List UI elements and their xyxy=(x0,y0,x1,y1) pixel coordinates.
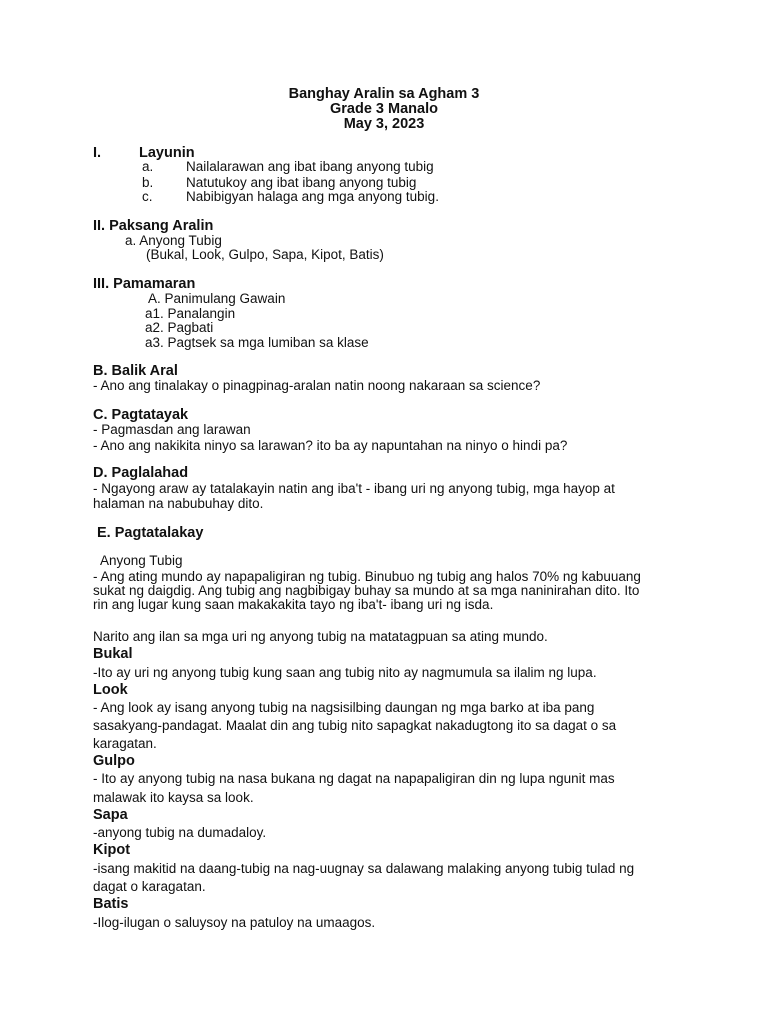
body-text: -Ito ay uri ng anyong tubig kung saan ang tubig nito ay nagmumula sa ilalim ng lupa. xyxy=(93,665,597,680)
subheading: Anyong Tubig xyxy=(100,553,183,568)
term-heading-look: Look xyxy=(93,682,128,698)
list-item-sub: (Bukal, Look, Gulpo, Sapa, Kipot, Batis) xyxy=(146,247,384,262)
document-title: Banghay Aralin sa Agham 3 xyxy=(288,86,480,102)
list-item: Nabibigyan halaga ang mga anyong tubig. xyxy=(186,189,439,204)
section-heading-pamamaran: III. Pamamaran xyxy=(93,276,196,292)
list-marker: c. xyxy=(142,189,153,204)
body-text: -isang makitid na daang-tubig na nag-uugnay sa dalawang malaking anyong tubig tulad ng xyxy=(93,861,635,876)
document-grade: Grade 3 Manalo xyxy=(330,101,438,117)
section-heading-pagtatalakay: E. Pagtatalakay xyxy=(97,525,204,541)
body-text: malawak ito kaysa sa look. xyxy=(93,790,254,805)
document-date: May 3, 2023 xyxy=(343,116,425,132)
term-heading-batis: Batis xyxy=(93,896,129,912)
list-item: Natutukoy ang ibat ibang anyong tubig xyxy=(186,175,417,190)
section-heading-layunin: Layunin xyxy=(139,145,195,161)
term-heading-sapa: Sapa xyxy=(93,807,128,823)
body-text: - Ano ang tinalakay o pinagpinag-aralan natin noong nakaraan sa science? xyxy=(93,378,541,393)
body-text: - Ang look ay isang anyong tubig na nagsisilbing daungan ng mga barko at iba pang xyxy=(93,700,595,715)
list-marker: b. xyxy=(142,175,154,190)
body-text: -anyong tubig na dumadaloy. xyxy=(93,825,267,840)
section-heading-balik-aral: B. Balik Aral xyxy=(93,363,178,379)
body-text: sasakyang-pandagat. Maalat din ang tubig nito sapagkat nakadugtong ito sa dagat o sa xyxy=(93,718,617,733)
section-heading-pagtatayak: C. Pagtatayak xyxy=(93,407,189,423)
body-text: sukat ng daigdig. Ang tubig ang nagbibigay buhay sa mundo at sa mga naninirahan dito. Ito xyxy=(93,583,640,598)
body-text: dagat o karagatan. xyxy=(93,879,206,894)
body-text: - Ang ating mundo ay napapaligiran ng tubig. Binubuo ng tubig ang halos 70% ng kabuuang xyxy=(93,569,641,584)
term-heading-gulpo: Gulpo xyxy=(93,753,135,769)
body-text: - Ito ay anyong tubig na nasa bukana ng dagat na napapaligiran din ng lupa ngunit mas xyxy=(93,771,615,786)
body-text: - Ngayong araw ay tatalakayin natin ang iba't - ibang uri ng anyong tubig, mga hayop at xyxy=(93,481,615,496)
body-text: - Ano ang nakikita ninyo sa larawan? ito ba ay napuntahan na ninyo o hindi pa? xyxy=(93,438,568,453)
section-heading-paglalahad: D. Paglalahad xyxy=(93,465,189,481)
list-item: a2. Pagbati xyxy=(145,320,214,335)
list-item: Nailalarawan ang ibat ibang anyong tubig xyxy=(186,159,434,174)
list-marker: a. xyxy=(142,159,154,174)
body-text: halaman na nabubuhay dito. xyxy=(93,496,264,511)
term-heading-bukal: Bukal xyxy=(93,646,133,662)
section-numeral-i: I. xyxy=(93,145,102,161)
list-item: a1. Panalangin xyxy=(145,306,236,321)
body-text: - Pagmasdan ang larawan xyxy=(93,422,251,437)
body-text: Narito ang ilan sa mga uri ng anyong tubig na matatagpuan sa ating mundo. xyxy=(93,629,548,644)
term-heading-kipot: Kipot xyxy=(93,842,131,858)
body-text: karagatan. xyxy=(93,736,157,751)
body-text: rin ang lugar kung saan makakakita tayo ng iba't- ibang uri ng isda. xyxy=(93,597,494,612)
section-heading-paksang-aralin: II. Paksang Aralin xyxy=(93,218,214,234)
list-item: A. Panimulang Gawain xyxy=(148,291,286,306)
list-item: a. Anyong Tubig xyxy=(125,233,222,248)
body-text: -Ilog-ilugan o saluysoy na patuloy na umaagos. xyxy=(93,915,376,930)
list-item: a3. Pagtsek sa mga lumiban sa klase xyxy=(145,335,369,350)
